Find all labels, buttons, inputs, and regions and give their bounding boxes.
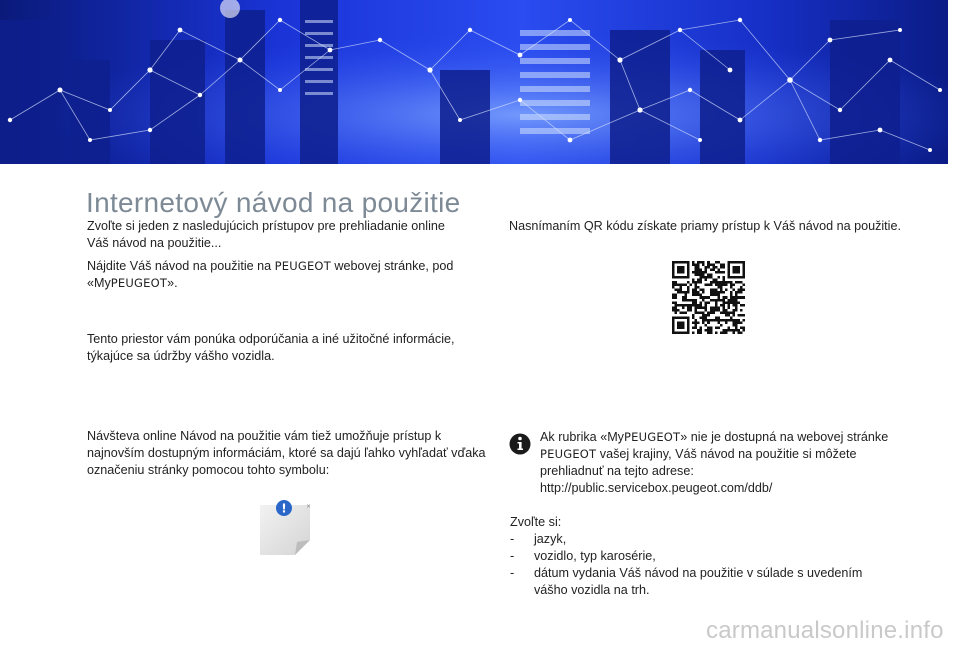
website-text-c: ». [167,276,178,290]
watermark: carmanualsonline.info [706,617,944,644]
svg-text:×: × [306,503,312,510]
list-item-text: jazyk, [534,532,567,546]
info-text-a: Ak rubrika «My [540,430,624,444]
info-text-c: vašej krajiny, Váš návod na použitie si môžete prehliadnuť na tejto adrese: [540,447,857,478]
brand-name: PEUGEOT [274,259,331,273]
brand-name: PEUGEOT [540,447,597,461]
note-mark: ! [281,501,287,516]
list-item [510,565,890,599]
website-text-b: webovej stránke, pod «My [87,259,454,290]
info-icon [509,433,531,455]
qr-code-icon[interactable] [672,261,745,334]
website-paragraph [87,258,467,292]
choose-label: Zvoľte si: [510,515,562,529]
online-visit-paragraph [87,428,487,479]
list-item [510,548,890,565]
list-dash: - [510,549,515,563]
online-update-note-icon [257,500,315,557]
brand-name: PEUGEOT [110,276,168,290]
page-title: Internetový návod na použitie [86,186,461,218]
space-text: Tento priestor vám ponúka odporúčania a iné užitočné informácie, týkajúce sa údržby vášho vozidla. [87,332,455,363]
city-network-banner [0,0,948,164]
list-dash: - [510,532,515,546]
brand-name: PEUGEOT [623,430,681,444]
intro-text: Zvoľte si jeden z nasledujúcich prístupov pre prehliadanie online Váš návod na použitie... [87,219,445,250]
qr-paragraph [509,218,929,235]
choose-list [510,514,890,599]
info-text-b: » nie je dostupná na webovej stránke [680,430,889,444]
list-item-text: dátum vydania Váš návod na použitie v súlade s uvedením vášho vozidla na trh. [534,566,863,597]
servicebox-link[interactable]: http://public.servicebox.peugeot.com/ddb/ [540,481,773,495]
list-item [510,531,890,548]
list-item-text: vozidlo, typ karosérie, [534,549,656,563]
website-text-a: Nájdite Váš návod na použitie na [87,259,275,273]
space-paragraph [87,331,467,365]
online-visit-text: Návšteva online Návod na použitie vám tiež umožňuje prístup k najnovším dostupným informáciám, ktoré sa dajú ľahko vyhľadať vďaka označeniu stránky pomocou tohto symbolu: [87,429,486,477]
list-dash: - [510,566,515,580]
info-paragraph [540,429,900,497]
qr-text: Nasnímaním QR kódu získate priamy prístup k Váš návod na použitie. [509,219,901,233]
intro-paragraph [87,218,467,252]
